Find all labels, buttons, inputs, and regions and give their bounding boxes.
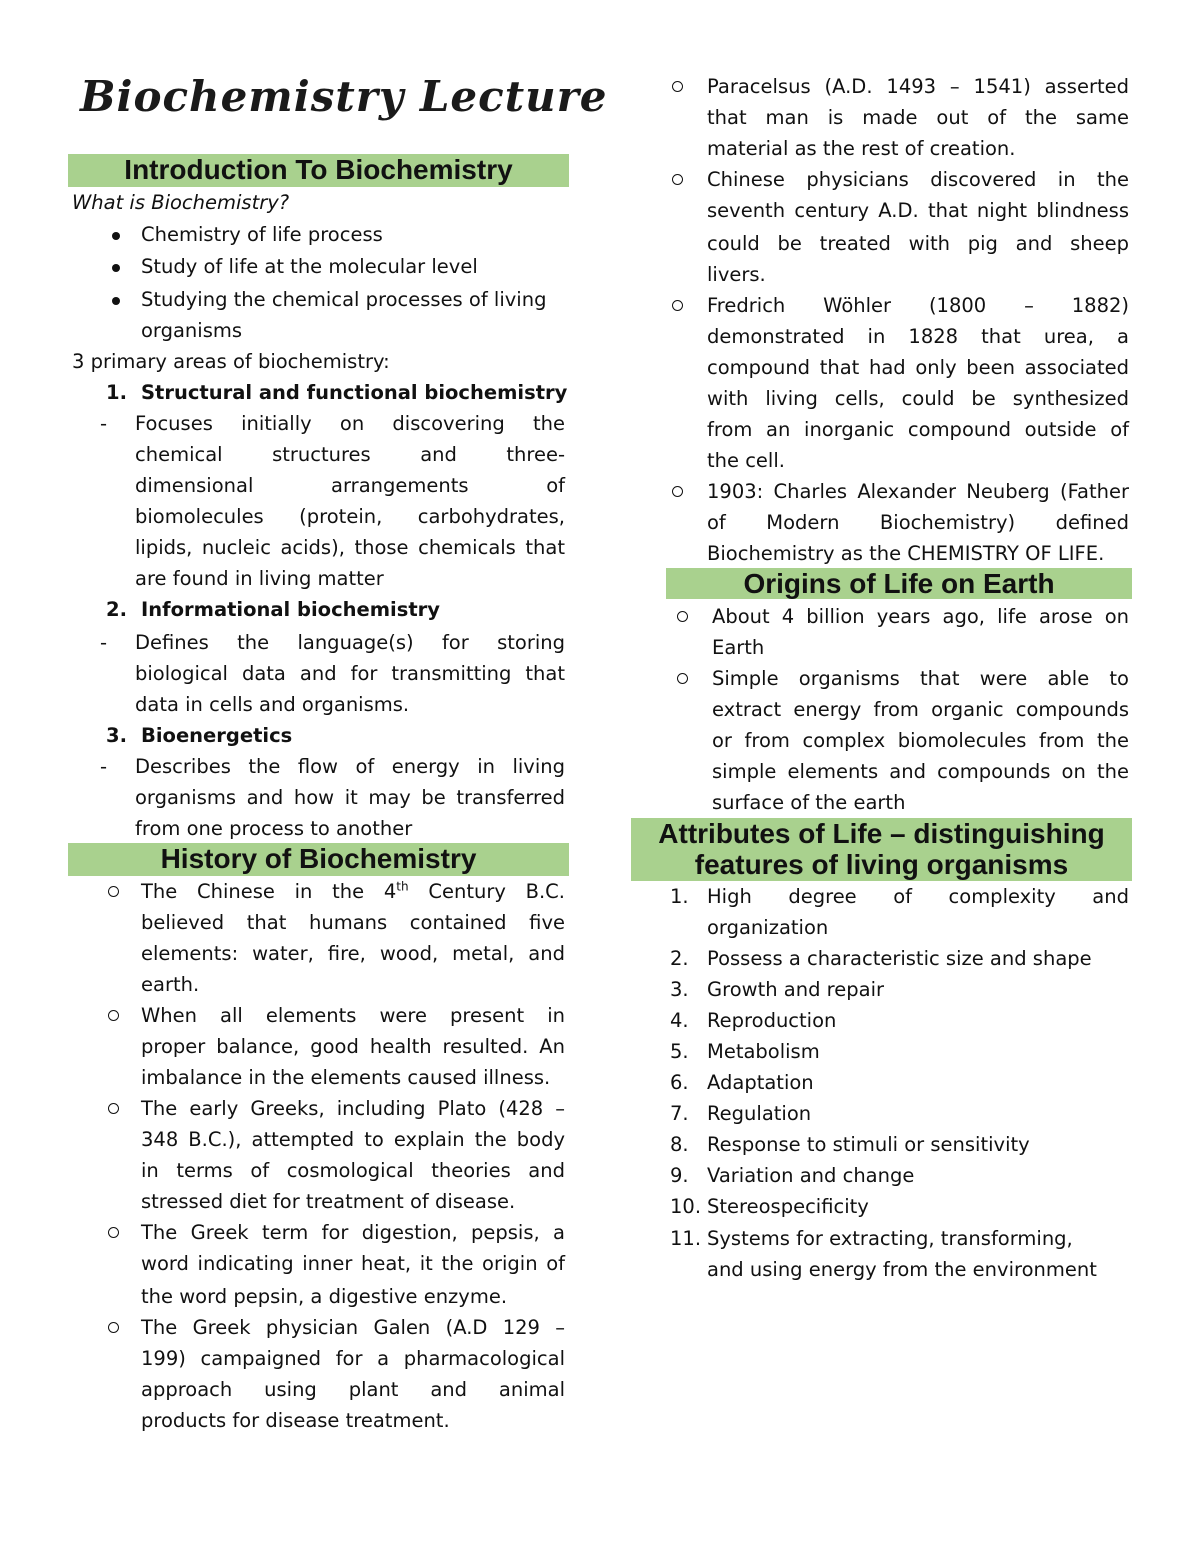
section-heading-introduction: Introduction To Biochemistry bbox=[68, 154, 569, 187]
bullet-circle bbox=[108, 1322, 119, 1333]
history-item-2: When all elements were present in bbox=[141, 1004, 565, 1027]
page-title: Biochemistry Lecture bbox=[80, 72, 608, 121]
origins-item-2: Simple organisms that were able to bbox=[712, 667, 1129, 690]
attributes-heading-line-1: Attributes of Life – distinguishing bbox=[658, 818, 1105, 849]
attribute-item: Systems for extracting, transforming, bbox=[707, 1227, 1073, 1250]
history-item-8: with living cells, could be synthesized bbox=[707, 387, 1129, 410]
bullet-circle bbox=[672, 81, 683, 92]
history-item-9: Biochemistry as the CHEMISTRY OF LIFE. bbox=[707, 542, 1105, 565]
area-2-desc: data in cells and organisms. bbox=[135, 693, 410, 716]
area-2-number: 2. bbox=[106, 598, 127, 621]
bullet-dot bbox=[112, 297, 120, 305]
history-item-8: demonstrated in 1828 that urea, a bbox=[707, 325, 1129, 348]
attribute-item: Adaptation bbox=[707, 1071, 814, 1094]
history-item-8: the cell. bbox=[707, 449, 785, 472]
attribute-item: Possess a characteristic size and shape bbox=[707, 947, 1092, 970]
attribute-item: Reproduction bbox=[707, 1009, 837, 1032]
origins-item-2: extract energy from organic compounds bbox=[712, 698, 1129, 721]
attribute-number: 3. bbox=[670, 978, 689, 1001]
bullet-circle bbox=[672, 174, 683, 185]
attribute-item: organization bbox=[707, 916, 829, 939]
history-item-2: imbalance in the elements caused illness. bbox=[141, 1066, 551, 1089]
history-item-4: word indicating inner heat, it the origin of bbox=[141, 1252, 565, 1275]
attribute-number: 5. bbox=[670, 1040, 689, 1063]
attribute-number: 4. bbox=[670, 1009, 689, 1032]
history-item-9: 1903: Charles Alexander Neuberg (Father bbox=[707, 480, 1129, 503]
attribute-number: 11. bbox=[670, 1227, 702, 1250]
history-item-3: The early Greeks, including Plato (428 – bbox=[141, 1097, 565, 1120]
area-2-desc: biological data and for transmitting that bbox=[135, 662, 565, 685]
attribute-number: 1. bbox=[670, 885, 689, 908]
history-item-4: The Greek term for digestion, pepsis, a bbox=[141, 1221, 565, 1244]
area-1-desc: are found in living matter bbox=[135, 567, 384, 590]
history-item-5: The Greek physician Galen (A.D 129 – bbox=[141, 1316, 565, 1339]
intro-bullet-1: Chemistry of life process bbox=[141, 223, 383, 246]
area-3-number: 3. bbox=[106, 724, 127, 747]
bullet-circle bbox=[108, 1227, 119, 1238]
history-item-5: 199) campaigned for a pharmacological bbox=[141, 1347, 565, 1370]
section-heading-origins: Origins of Life on Earth bbox=[666, 568, 1132, 599]
history-item-8: from an inorganic compound outside of bbox=[707, 418, 1129, 441]
history-item-1: The Chinese in the 4th Century B.C. bbox=[141, 879, 565, 903]
attribute-item: Metabolism bbox=[707, 1040, 820, 1063]
area-1-number: 1. bbox=[106, 381, 127, 404]
origins-item-1: About 4 billion years ago, life arose on bbox=[712, 605, 1129, 628]
history-item-8: compound that had only been associated bbox=[707, 356, 1129, 379]
history-item-6: that man is made out of the same bbox=[707, 106, 1129, 129]
history-item-2: proper balance, good health resulted. An bbox=[141, 1035, 565, 1058]
bullet-circle bbox=[108, 886, 119, 897]
area-3-desc: from one process to another bbox=[135, 817, 413, 840]
history-item-3: 348 B.C.), attempted to explain the body bbox=[141, 1128, 565, 1151]
history-item-6: material as the rest of creation. bbox=[707, 137, 1016, 160]
history-item-7: Chinese physicians discovered in the bbox=[707, 168, 1129, 191]
area-2-name: Informational biochemistry bbox=[141, 598, 440, 621]
section-heading-history: History of Biochemistry bbox=[68, 843, 569, 876]
attribute-item: Response to stimuli or sensitivity bbox=[707, 1133, 1030, 1156]
attribute-item: Regulation bbox=[707, 1102, 812, 1125]
area-1-desc: dimensional arrangements of bbox=[135, 474, 565, 497]
area-2-desc: Defines the language(s) for storing bbox=[135, 631, 565, 654]
attribute-number: 9. bbox=[670, 1164, 689, 1187]
history-item-3: stressed diet for treatment of disease. bbox=[141, 1190, 516, 1213]
history-item-5: products for disease treatment. bbox=[141, 1409, 450, 1432]
history-item-7: seventh century A.D. that night blindness bbox=[707, 199, 1129, 222]
history-item-7: livers. bbox=[707, 263, 766, 286]
history-item-6: Paracelsus (A.D. 1493 – 1541) asserted bbox=[707, 75, 1129, 98]
origins-item-2: simple elements and compounds on the bbox=[712, 760, 1129, 783]
attribute-item: Stereospecificity bbox=[707, 1195, 869, 1218]
bullet-circle bbox=[672, 486, 683, 497]
bullet-circle bbox=[108, 1103, 119, 1114]
intro-question: What is Biochemistry? bbox=[72, 191, 290, 214]
history-item-7: could be treated with pig and sheep bbox=[707, 232, 1129, 255]
attribute-number: 2. bbox=[670, 947, 689, 970]
origins-item-1: Earth bbox=[712, 636, 765, 659]
area-1-desc: Focuses initially on discovering the bbox=[135, 412, 565, 435]
intro-bullet-3: Studying the chemical processes of living bbox=[141, 288, 547, 311]
history-item-4: the word pepsin, a digestive enzyme. bbox=[141, 1285, 508, 1308]
dash-marker: - bbox=[100, 412, 108, 435]
history-item-3: in terms of cosmological theories and bbox=[141, 1159, 565, 1182]
attribute-item: High degree of complexity and bbox=[707, 885, 1129, 908]
history-item-5: approach using plant and animal bbox=[141, 1378, 565, 1401]
area-1-desc: chemical structures and three- bbox=[135, 443, 565, 466]
intro-bullet-2: Study of life at the molecular level bbox=[141, 255, 478, 278]
bullet-circle bbox=[672, 300, 683, 311]
area-1-name: Structural and functional biochemistry bbox=[141, 381, 568, 404]
attributes-heading-line-2: features of living organisms bbox=[694, 849, 1069, 880]
intro-bullet-3-cont: organisms bbox=[141, 319, 243, 342]
origins-item-2: or from complex biomolecules from the bbox=[712, 729, 1129, 752]
history-item-1: elements: water, fire, wood, metal, and bbox=[141, 942, 565, 965]
area-3-name: Bioenergetics bbox=[141, 724, 293, 747]
attribute-item: Growth and repair bbox=[707, 978, 885, 1001]
attribute-number: 8. bbox=[670, 1133, 689, 1156]
bullet-circle bbox=[108, 1010, 119, 1021]
area-3-desc: Describes the flow of energy in living bbox=[135, 755, 565, 778]
attribute-number: 6. bbox=[670, 1071, 689, 1094]
bullet-circle bbox=[677, 611, 688, 622]
history-item-9: of Modern Biochemistry) defined bbox=[707, 511, 1129, 534]
section-heading-attributes bbox=[631, 818, 1132, 881]
attribute-number: 7. bbox=[670, 1102, 689, 1125]
area-3-desc: organisms and how it may be transferred bbox=[135, 786, 565, 809]
areas-label: 3 primary areas of biochemistry: bbox=[72, 350, 390, 373]
area-1-desc: biomolecules (protein, carbohydrates, bbox=[135, 505, 565, 528]
bullet-dot bbox=[112, 264, 120, 272]
history-item-8: Fredrich Wöhler (1800 – 1882) bbox=[707, 294, 1129, 317]
attribute-number: 10. bbox=[670, 1195, 702, 1218]
dash-marker: - bbox=[100, 755, 108, 778]
area-1-desc: lipids, nucleic acids), those chemicals that bbox=[135, 536, 565, 559]
dash-marker: - bbox=[100, 631, 108, 654]
attribute-item: Variation and change bbox=[707, 1164, 915, 1187]
bullet-circle bbox=[677, 673, 688, 684]
origins-item-2: surface of the earth bbox=[712, 791, 906, 814]
history-item-1: believed that humans contained five bbox=[141, 911, 565, 934]
bullet-dot bbox=[112, 232, 120, 240]
attribute-item: and using energy from the environment bbox=[707, 1258, 1097, 1281]
history-item-1: earth. bbox=[141, 973, 200, 996]
